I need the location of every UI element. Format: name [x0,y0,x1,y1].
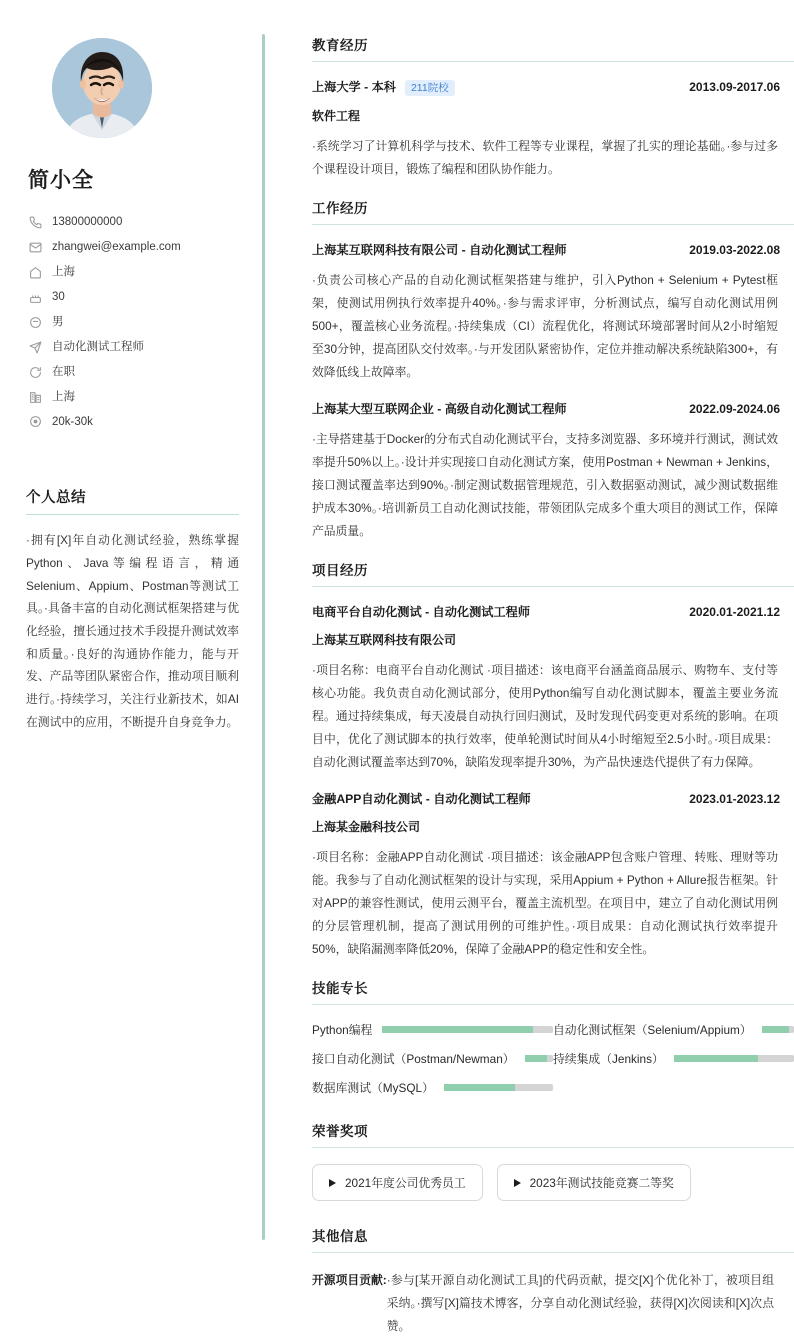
skill-label: 接口自动化测试（Postman/Newman） [312,1052,515,1067]
contact-value: 上海 [52,390,75,403]
project-entry [312,603,794,774]
education-major: 软件工程 [312,109,361,124]
skill-progress-bar [444,1084,553,1091]
project-header: 电商平台自动化测试 - 自动化测试工程师 [312,605,531,620]
personal-summary-title: 个人总结 [26,486,239,515]
building-icon [28,390,42,404]
project-date: 2023.01-2023.12 [689,792,780,807]
entry-header [312,78,794,96]
entry-header [312,790,794,807]
awards-section [312,1120,794,1201]
skill-progress-fill [674,1055,758,1062]
phone-icon [28,215,42,229]
award-chip[interactable] [312,1164,483,1201]
status-badge: 211院校 [405,80,455,96]
avatar [52,38,152,138]
projects-title: 项目经历 [312,559,794,587]
education-section [312,34,794,181]
cake-icon [28,290,42,304]
personal-summary-section [26,486,239,733]
skill-label: Python编程 [312,1023,373,1038]
main-content [265,0,794,1334]
entry-header [312,400,794,417]
project-desc: ·项目名称：金融APP自动化测试 ·项目描述：该金融APP包含账户管理、转账、理财等功能。我参与了自动化测试框架的设计与实现，采用Appium + Python + Allure报告框架。针对APP的兼容性测试，使用云测平台，覆盖主流机型。在项目中，建立了自动化测试用例的分层管理机制，提高了测试用例的可维护性。·项目成果：自动化测试执行效率提升50%，缺陷漏测率降低20%，保障了金融APP的稳定性和安全性。 [312,850,778,957]
target-icon [28,415,42,429]
contact-value: 20k-30k [52,415,93,428]
work-title: 工作经历 [312,197,794,225]
other-info-label: 开源项目贡献: [312,1273,387,1288]
education-entry [312,78,794,181]
contact-age [26,285,239,310]
gender-icon [28,315,42,329]
contact-gender [26,310,239,335]
other-info-title: 其他信息 [312,1225,794,1253]
entry-header [312,603,794,620]
contact-value: 在职 [52,365,75,378]
projects-section [312,559,794,961]
contact-phone [26,210,239,235]
home-icon [28,265,42,279]
project-company: 上海某金融科技公司 [312,820,421,835]
project-date: 2020.01-2021.12 [689,605,780,620]
page-title: 简小全 [28,169,94,192]
award-chip[interactable] [497,1164,691,1201]
skill-progress-fill [444,1084,515,1091]
work-desc: ·主导搭建基于Docker的分布式自动化测试平台，支持多浏览器、多环境并行测试，测试效率提升50%以上。·设计并实现接口自动化测试方案，使用Postman + Newman + Jenkins，接口测试覆盖率达到90%。·制定测试数据管理规范，引入数据驱动测试，减少测试数据维护成本30%。·培训新员工自动化测试技能，带领团队完成多个重大项目的测试工作，保障产品质量。 [312,432,778,539]
award-label: 2021年度公司优秀员工 [345,1176,466,1191]
skill-progress-fill [525,1055,548,1062]
work-header: 上海某大型互联网企业 - 高级自动化测试工程师 [312,402,567,417]
contact-work-city [26,385,239,410]
contact-email [26,235,239,260]
sidebar [0,0,265,1262]
contact-value: 上海 [52,265,75,278]
work-section [312,197,794,543]
skill-item [553,1021,794,1038]
other-info-row [312,1269,794,1338]
entry-header [312,241,794,258]
skill-item [312,1050,553,1067]
contact-location [26,260,239,285]
refresh-icon [28,365,42,379]
work-date: 2019.03-2022.08 [689,243,780,258]
education-title: 教育经历 [312,34,794,62]
contact-value: 男 [52,315,64,328]
contact-value: 自动化测试工程师 [52,340,144,353]
play-triangle-icon [514,1179,521,1187]
paper-plane-icon [28,340,42,354]
skill-label: 持续集成（Jenkins） [553,1052,664,1067]
work-entry [312,241,794,384]
skill-progress-bar [382,1026,553,1033]
project-company: 上海某互联网科技有限公司 [312,633,457,648]
work-desc: ·负责公司核心产品的自动化测试框架搭建与维护，引入Python + Selenium + Pytest框架，使测试用例执行效率提升40%。·参与需求评审，分析测试点，编写自动化测试用例500+，覆盖核心业务流程。·持续集成（CI）流程优化，将测试环境部署时间从2小时缩短至30分钟，提高团队交付效率。·与开发团队紧密协作，定位并推动解决系统缺陷300+，有效降低线上故障率。 [312,273,778,380]
work-entry [312,400,794,543]
education-desc: ·系统学习了计算机科学与技术、软件工程等专业课程，掌握了扎实的理论基础。·参与过多个课程设计项目，锻炼了编程和团队协作能力。 [312,139,778,177]
contact-list [26,210,239,434]
skills-section [312,977,794,1096]
contact-value: 13800000000 [52,216,123,228]
awards-title: 荣誉奖项 [312,1120,794,1148]
skill-item [312,1021,553,1038]
work-header: 上海某互联网科技有限公司 - 自动化测试工程师 [312,243,567,258]
contact-position [26,335,239,360]
skill-progress-bar [762,1026,794,1033]
award-label: 2023年测试技能竞赛二等奖 [529,1176,674,1191]
education-date: 2013.09-2017.06 [689,80,780,94]
skill-progress-bar [525,1055,553,1062]
skill-progress-fill [382,1026,532,1033]
mail-icon [28,240,42,254]
skill-progress-bar [674,1055,794,1062]
skill-item [553,1050,794,1067]
contact-value: 30 [52,290,65,303]
education-school: 上海大学 - 本科 [312,80,396,94]
skills-title: 技能专长 [312,977,794,1005]
other-info-section [312,1225,794,1338]
contact-value: zhangwei@example.com [52,240,181,253]
project-desc: ·项目名称：电商平台自动化测试 ·项目描述：该电商平台涵盖商品展示、购物车、支付等核心功能。我负责自动化测试部分，使用Python编写自动化测试脚本，覆盖主要业务流程。通过持续集成，每天凌晨自动执行回归测试，及时发现代码变更对系统的影响。在项目中，优化了测试脚本的执行效率，使单轮测试时间从4小时缩短至2.5小时。·项目成果：自动化测试覆盖率达到70%，缺陷发现率提升30%，为产品快速迭代提供了有力保障。 [312,663,778,770]
skills-grid [312,1021,794,1096]
play-triangle-icon [329,1179,336,1187]
personal-summary-text: ·拥有[X]年自动化测试经验，熟练掌握Python、Java等编程语言，精通Selenium、Appium、Postman等测试工具。·具备丰富的自动化测试框架搭建与优化经验，擅长通过技术手段提升测试效率和质量。·良好的沟通协作能力，能与开发、产品等团队紧密合作，推动项目顺利进行。·持续学习，关注行业新技术，如AI在测试中的应用，不断提升自身竞争力。 [26,533,239,729]
project-entry [312,790,794,961]
skill-item [312,1079,553,1096]
skill-progress-fill [762,1026,790,1033]
education-school-row [312,78,455,96]
contact-status [26,360,239,385]
project-header: 金融APP自动化测试 - 自动化测试工程师 [312,792,531,807]
other-info-text: ·参与[某开源自动化测试工具]的代码贡献，提交[X]个优化补丁，被项目组采纳。·撰写[X]篇技术博客，分享自动化测试经验，获得[X]次阅读和[X]次点赞。 [386,1273,774,1334]
skill-label: 数据库测试（MySQL） [312,1081,434,1096]
work-date: 2022.09-2024.06 [689,402,780,417]
awards-list [312,1164,794,1201]
contact-salary [26,410,239,435]
skill-label: 自动化测试框架（Selenium/Appium） [553,1023,752,1038]
